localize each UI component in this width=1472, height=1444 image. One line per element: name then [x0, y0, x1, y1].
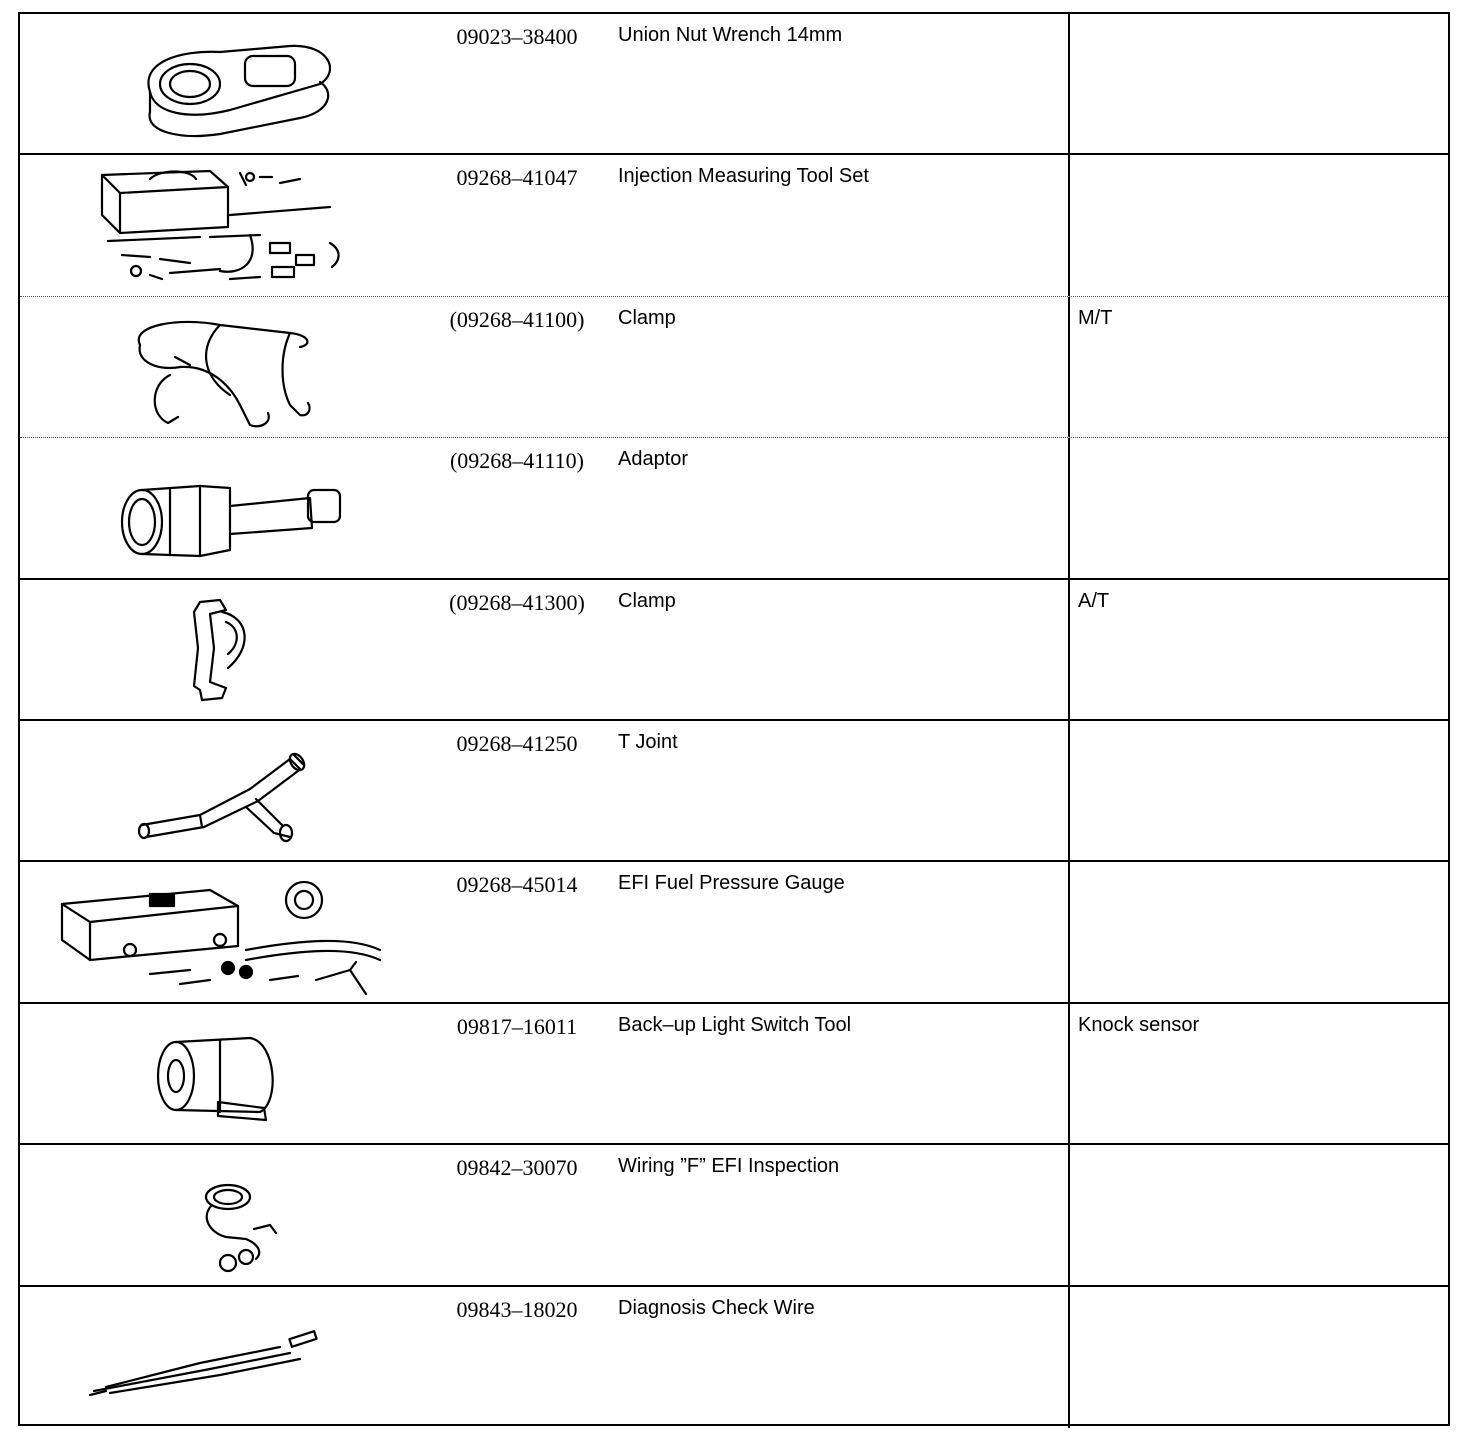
- tool-note: M/T: [1078, 306, 1113, 329]
- part-number: (09268–41110): [449, 448, 585, 474]
- switch-tool-icon: [50, 1012, 410, 1138]
- part-number: 09843–18020: [456, 1296, 578, 1322]
- table-row: [20, 1004, 1448, 1145]
- part-number: 09817–16011: [456, 1013, 578, 1039]
- tool-name: Clamp: [618, 306, 676, 329]
- part-number: 09023–38400: [456, 24, 578, 49]
- table-row: [20, 1145, 1448, 1286]
- clamp-icon: [50, 305, 410, 431]
- table-row: [20, 862, 1448, 1003]
- tool-name: EFI Fuel Pressure Gauge: [618, 872, 845, 895]
- clamp-small-icon: [50, 588, 410, 714]
- part-number: 09842–30070: [456, 1155, 578, 1181]
- part-number: (09268–41100): [449, 306, 585, 332]
- tool-name: Diagnosis Check Wire: [618, 1296, 815, 1319]
- tool-name: Wiring ”F” EFI Inspection: [618, 1155, 840, 1178]
- column-divider: [1068, 297, 1070, 437]
- table-row: [20, 580, 1448, 721]
- tool-name: Injection Measuring Tool Set: [618, 165, 869, 188]
- fuel-pressure-gauge-icon: [50, 870, 410, 996]
- part-number: 09268–41047: [456, 165, 578, 191]
- part-number: 09268–45014: [456, 872, 578, 898]
- injection-measuring-tool-set-icon: [50, 163, 410, 289]
- part-number: (09268–41300): [449, 589, 585, 615]
- special-tools-table: [18, 12, 1450, 1426]
- part-number: 09268–41250: [456, 731, 578, 756]
- table-row: [20, 14, 1448, 155]
- tool-name: Union Nut Wrench 14mm: [618, 24, 843, 46]
- column-divider: [1068, 14, 1070, 153]
- tool-name: Clamp: [618, 589, 676, 612]
- table-row: [20, 438, 1448, 579]
- column-divider: [1068, 438, 1070, 577]
- tool-name: Adaptor: [618, 448, 689, 471]
- wiring-icon: [50, 1153, 410, 1279]
- table-row: [20, 155, 1448, 296]
- column-divider: [1068, 1287, 1070, 1428]
- union-nut-wrench-icon: [50, 22, 410, 148]
- tool-note: Knock sensor: [1078, 1013, 1200, 1036]
- t-joint-icon: [50, 729, 410, 855]
- tool-name: Back–up Light Switch Tool: [618, 1013, 852, 1036]
- column-divider: [1068, 155, 1070, 295]
- tool-name: T Joint: [618, 731, 678, 753]
- table-row: [20, 297, 1448, 438]
- column-divider: [1068, 721, 1070, 860]
- adaptor-icon: [50, 446, 410, 572]
- column-divider: [1068, 1145, 1070, 1284]
- column-divider: [1068, 580, 1070, 719]
- check-wire-icon: [50, 1295, 410, 1421]
- column-divider: [1068, 1004, 1070, 1143]
- table-row: [20, 1287, 1448, 1428]
- column-divider: [1068, 862, 1070, 1001]
- tool-note: A/T: [1078, 589, 1110, 612]
- table-row: [20, 721, 1448, 862]
